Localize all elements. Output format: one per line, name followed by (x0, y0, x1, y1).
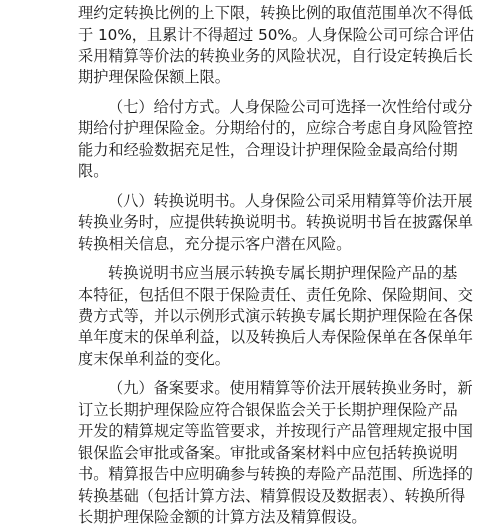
text-line-23: 长期护理保险金额的计算方法及精算假设。 (78, 508, 367, 526)
text-line-2: 于 10%，且累计不得超过 50%。人身保险公司可综合评估 (78, 25, 475, 44)
text-line-22: 转换基础（包括计算方法、精算假设及数据表）、转换所得 (78, 486, 466, 505)
section-7-heading-line: （七）给付方式。人身保险公司可选择一次性给付或分 (108, 97, 473, 116)
text-line-1: 理约定转换比例的上下限，转换比例的取值范围单次不得低 (78, 4, 473, 22)
text-line-19: 开发的精算规定等监管要求，并按现行产品管理规定报中国 (78, 422, 473, 441)
text-line-11: 转换相关信息，充分提示客户潜在风险。 (78, 234, 352, 253)
text-line-8: 限。 (78, 162, 109, 181)
text-line-4: 期护理保险保额上限。 (78, 68, 230, 87)
text-line-14: 费方式等，并以示例形式演示转换专属长期护理保险在各保 (78, 306, 473, 325)
text-line-7: 能力和经验数据充足性，合理设计护理保险金最高给付期 (78, 140, 458, 159)
text-line-21: 书。精算报告中应明确参与转换的寿险产品范围、所选择的 (78, 465, 473, 484)
text-line-6: 期给付护理保险金。分期给付的，应综合考虑自身风险管控 (78, 119, 473, 138)
text-line-18: 订立长期护理保险应符合银保监会关于长期护理保险产品 (78, 400, 458, 419)
text-line-3: 采用精算等价法的转换业务的风险状况，自行设定转换后长 (78, 46, 473, 65)
text-line-15: 单年度末的保单利益，以及转换后人寿保险保单在各保单年 (78, 328, 473, 347)
text-line-20: 银保监会审批或备案。审批或备案材料中应包括转换说明 (78, 443, 458, 462)
paragraph-start-line: 转换说明书应当展示转换专属长期护理保险产品的基 (108, 264, 458, 282)
section-8-heading-line: （八）转换说明书。人身保险公司采用精算等价法开展 (108, 191, 473, 210)
text-line-16: 度末保单利益的变化。 (78, 349, 230, 368)
text-line-13: 本特征，包括但不限于保险责任、责任免除、保险期间、交 (78, 285, 473, 304)
section-9-heading-line: （九）备案要求。使用精算等价法开展转换业务时，新 (108, 379, 473, 398)
text-line-10: 转换业务时，应提供转换说明书。转换说明书旨在披露保单 (78, 213, 473, 232)
